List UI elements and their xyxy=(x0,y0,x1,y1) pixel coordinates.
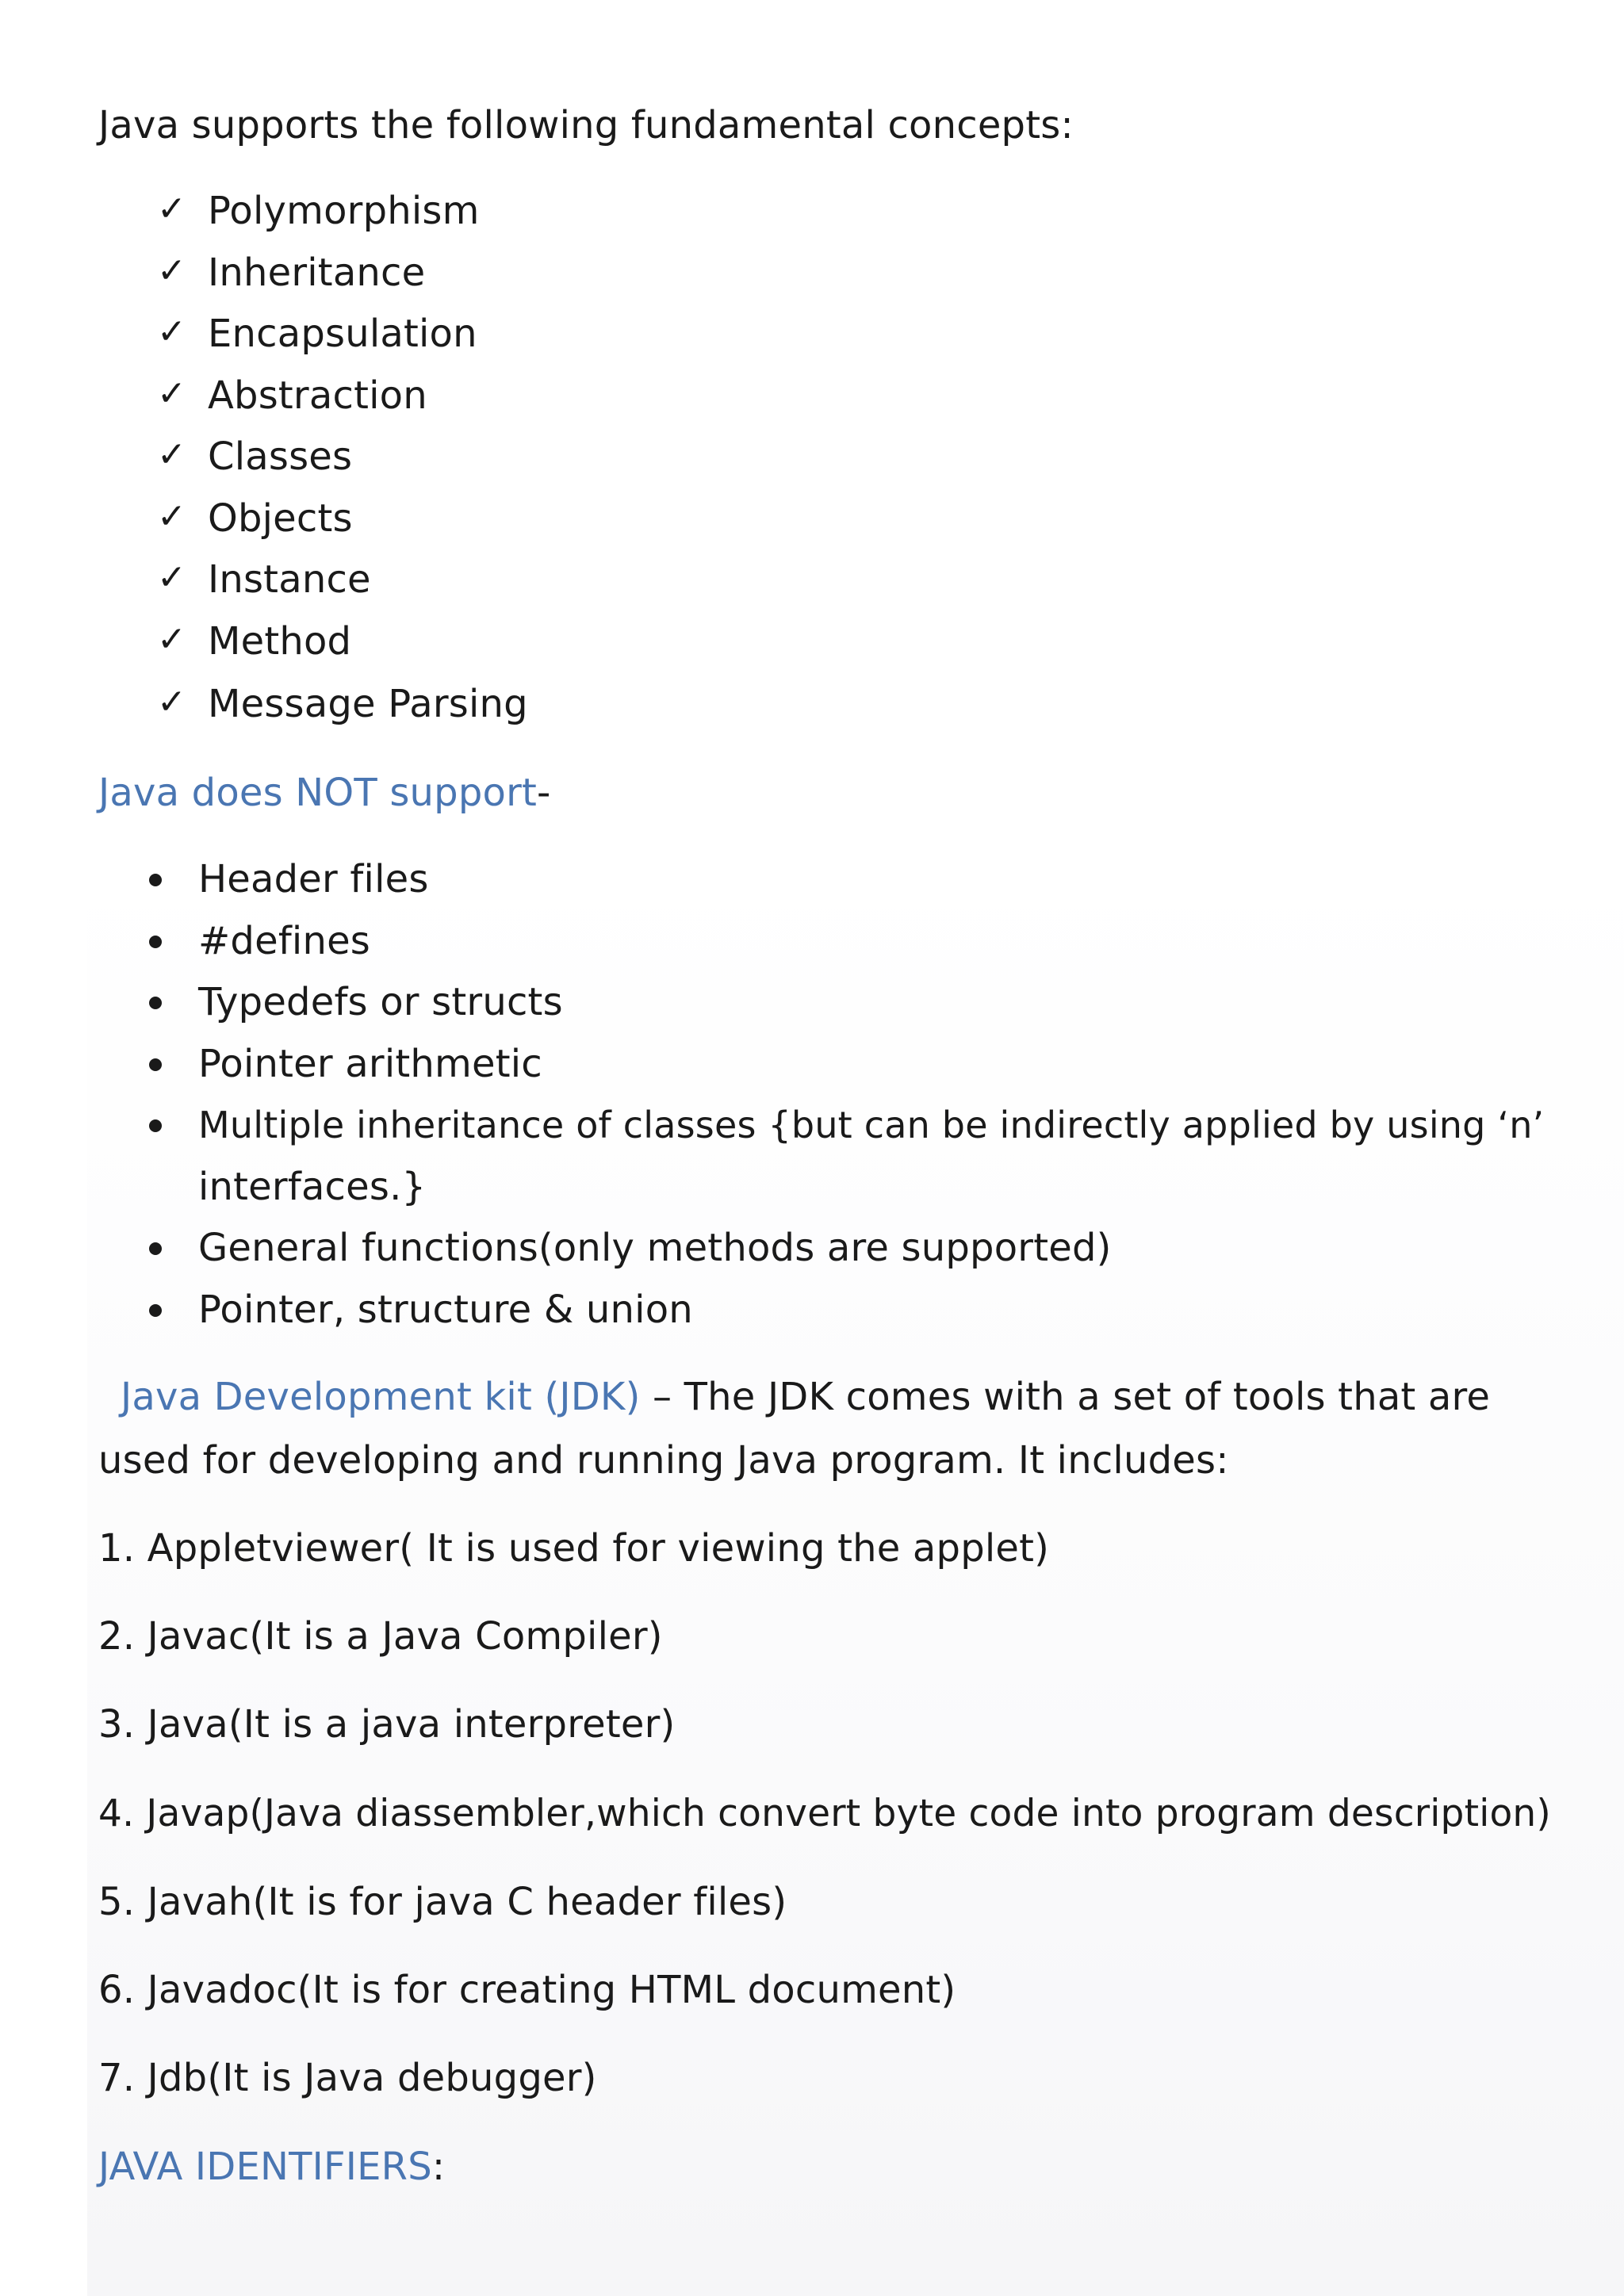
bullet-dot-icon xyxy=(149,936,162,948)
checkmark-icon: ✓ xyxy=(157,496,186,537)
list-item: #defines xyxy=(198,919,371,963)
checkmark-icon: ✓ xyxy=(157,619,186,660)
jdk-line-2: used for developing and running Java program. It includes: xyxy=(98,1438,1229,1483)
checkmark-icon: ✓ xyxy=(157,312,186,352)
bullet-dot-icon xyxy=(149,1304,162,1317)
list-item: Polymorphism xyxy=(208,189,480,233)
identifiers-heading-text: JAVA IDENTIFIERS xyxy=(98,2145,432,2189)
jdk-desc-1: – The JDK comes with a set of tools that are xyxy=(640,1375,1491,1419)
checkmark-icon: ✓ xyxy=(157,682,186,722)
tool-item: 6. Javadoc(It is for creating HTML document) xyxy=(98,1968,956,2012)
tool-item: 2. Javac(It is a Java Compiler) xyxy=(98,1614,663,1659)
checkmark-icon: ✓ xyxy=(157,189,186,229)
tool-item: 7. Jdb(It is Java debugger) xyxy=(98,2056,597,2100)
jdk-heading: Java Development kit (JDK) xyxy=(121,1375,641,1419)
heading-dash: - xyxy=(537,771,551,815)
list-item: Inheritance xyxy=(208,251,426,295)
checkmark-icon: ✓ xyxy=(157,251,186,291)
checkmark-icon: ✓ xyxy=(157,373,186,414)
identifiers-colon: : xyxy=(431,2145,446,2189)
tool-item: 4. Javap(Java diassembler,which convert byte code into program description) xyxy=(98,1792,1551,1835)
not-supported-heading xyxy=(98,767,551,818)
list-item: Instance xyxy=(208,557,371,602)
list-item: Message Parsing xyxy=(208,682,528,726)
list-item: Header files xyxy=(198,857,429,901)
list-item: Objects xyxy=(208,496,353,541)
list-item: Method xyxy=(208,619,352,664)
intro-text: Java supports the following fundamental concepts: xyxy=(98,103,1074,147)
tool-item: 1. Appletviewer( It is used for viewing the applet) xyxy=(98,1526,1050,1571)
list-item: General functions(only methods are supported) xyxy=(198,1226,1112,1270)
list-item: Abstraction xyxy=(208,373,427,418)
tool-item: 3. Java(It is a java interpreter) xyxy=(98,1702,676,1747)
checkmark-icon: ✓ xyxy=(157,557,186,598)
list-item: Multiple inheritance of classes {but can be indirectly applied by using ‘n’ xyxy=(198,1104,1545,1146)
tool-item: 5. Javah(It is for java C header files) xyxy=(98,1880,787,1924)
heading-text: Java does NOT support xyxy=(98,771,538,815)
list-item: Classes xyxy=(208,434,353,479)
bullet-dot-icon xyxy=(149,1058,162,1071)
list-item: Pointer, structure & union xyxy=(198,1288,693,1332)
bullet-dot-icon xyxy=(149,874,162,886)
jdk-line-1 xyxy=(121,1372,1490,1422)
list-item-continuation: interfaces.} xyxy=(198,1165,427,1209)
checkmark-icon: ✓ xyxy=(157,434,186,475)
list-item: Encapsulation xyxy=(208,312,477,356)
bullet-dot-icon xyxy=(149,1242,162,1255)
list-item: Typedefs or structs xyxy=(198,980,563,1024)
list-item: Pointer arithmetic xyxy=(198,1042,542,1086)
identifiers-heading xyxy=(98,2141,445,2192)
bullet-dot-icon xyxy=(149,1119,162,1132)
bullet-dot-icon xyxy=(149,997,162,1009)
